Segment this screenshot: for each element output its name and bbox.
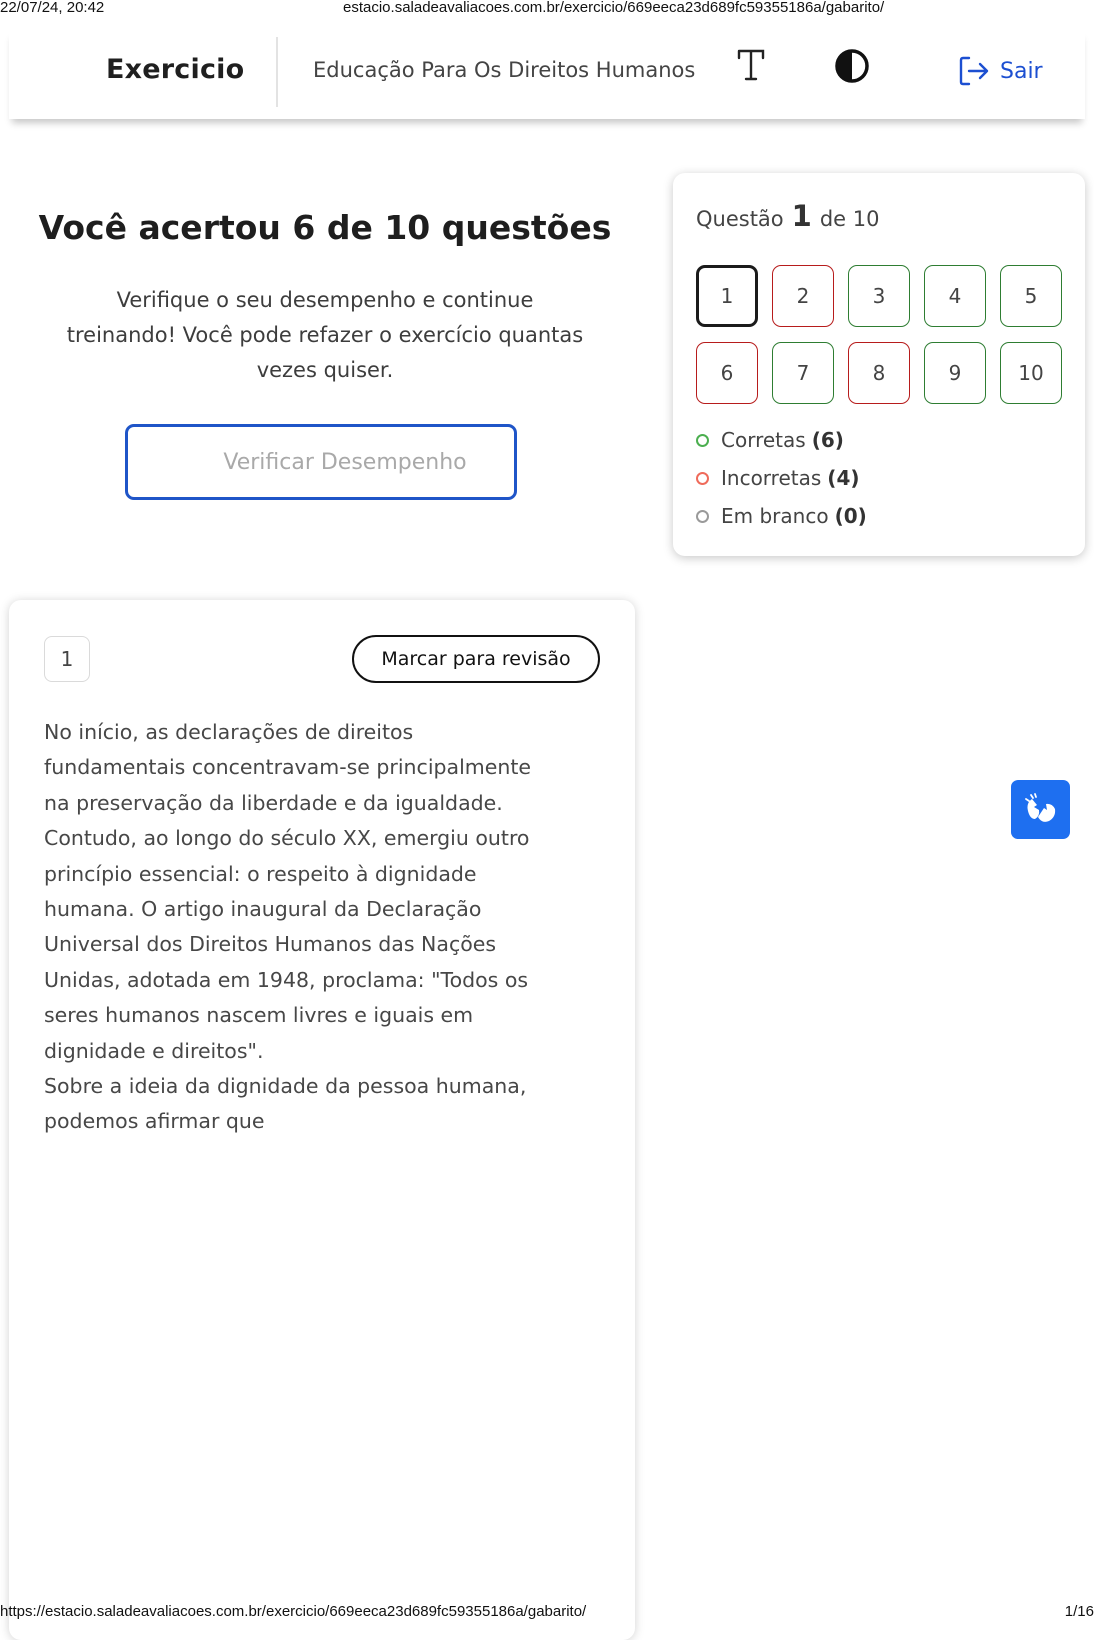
text-size-icon bbox=[737, 48, 781, 92]
result-title: Você acertou 6 de 10 questões bbox=[38, 208, 612, 247]
question-line: Universal dos Direitos Humanos das Nações bbox=[44, 932, 497, 957]
question-nav-button-5[interactable]: 5 bbox=[1000, 265, 1062, 327]
legend-blank-count: (0) bbox=[834, 504, 867, 528]
question-navigator bbox=[673, 173, 1085, 556]
incorrect-dot-icon bbox=[696, 472, 709, 485]
question-text bbox=[44, 715, 584, 1140]
question-paragraph bbox=[44, 715, 584, 1069]
legend-correct-label: Corretas bbox=[721, 428, 806, 452]
status-legend bbox=[696, 421, 867, 535]
print-header bbox=[0, 0, 1094, 17]
sign-language-button[interactable] bbox=[1011, 780, 1070, 839]
question-line: Sobre a ideia da dignidade da pessoa humana, bbox=[44, 1074, 527, 1099]
question-nav-button-10[interactable]: 10 bbox=[1000, 342, 1062, 404]
navigator-heading-suffix: de 10 bbox=[819, 207, 880, 231]
result-description-line: vezes quiser. bbox=[256, 358, 394, 382]
navigator-heading bbox=[696, 199, 880, 233]
question-nav-button-6[interactable]: 6 bbox=[696, 342, 758, 404]
question-nav-button-4[interactable]: 4 bbox=[924, 265, 986, 327]
navigator-heading-prefix: Questão bbox=[696, 207, 784, 231]
legend-incorrect-label: Incorretas bbox=[721, 466, 822, 490]
current-question-number: 1 bbox=[791, 199, 812, 233]
question-line: Contudo, ao longo do século XX, emergiu outro bbox=[44, 826, 530, 851]
logout-button[interactable] bbox=[958, 51, 1043, 91]
print-datetime: 22/07/24, 20:42 bbox=[0, 0, 105, 16]
question-prompt bbox=[44, 1069, 584, 1140]
legend-correct-count: (6) bbox=[811, 428, 844, 452]
question-line: na preservação da liberdade e da igualdade. bbox=[44, 790, 503, 815]
question-nav-button-3[interactable]: 3 bbox=[848, 265, 910, 327]
course-title: Educação Para Os Direitos Humanos bbox=[313, 58, 696, 82]
print-footer-url: https://estacio.saladeavaliacoes.com.br/exercicio/669eeca23d689fc59355186a/gabarito/ bbox=[0, 1603, 587, 1620]
result-description-line: Verifique o seu desempenho e continue bbox=[116, 288, 534, 312]
question-number-badge: 1 bbox=[44, 636, 90, 682]
legend-blank-label: Em branco bbox=[721, 504, 829, 528]
question-line: No início, as declarações de direitos bbox=[44, 720, 414, 744]
question-line: fundamentais concentravam-se principalmente bbox=[44, 755, 532, 780]
font-size-button[interactable] bbox=[737, 48, 781, 92]
contrast-button[interactable] bbox=[835, 49, 875, 89]
print-url: estacio.saladeavaliacoes.com.br/exercicio/669eeca23d689fc59355186a/gabarito/ bbox=[343, 0, 885, 16]
legend-blank bbox=[696, 497, 867, 535]
question-nav-button-2[interactable]: 2 bbox=[772, 265, 834, 327]
mark-for-review-button[interactable]: Marcar para revisão bbox=[352, 635, 600, 683]
question-line: dignidade e direitos". bbox=[44, 1038, 264, 1063]
print-page-number: 1/16 bbox=[1064, 1603, 1094, 1620]
contrast-icon bbox=[835, 49, 875, 89]
question-grid bbox=[696, 265, 1062, 404]
question-line: Unidas, adotada em 1948, proclama: "Todos os bbox=[44, 967, 529, 992]
logout-label: Sair bbox=[1000, 58, 1043, 84]
header-divider bbox=[276, 37, 278, 107]
legend-correct bbox=[696, 421, 867, 459]
question-nav-button-7[interactable]: 7 bbox=[772, 342, 834, 404]
brand-title: Exercicio bbox=[106, 54, 245, 85]
question-line: podemos afirmar que bbox=[44, 1109, 265, 1134]
correct-dot-icon bbox=[696, 434, 709, 447]
verify-performance-button[interactable]: Verificar Desempenho bbox=[125, 424, 517, 500]
question-nav-button-9[interactable]: 9 bbox=[924, 342, 986, 404]
question-nav-button-1[interactable]: 1 bbox=[696, 265, 758, 327]
print-footer bbox=[0, 1603, 1094, 1621]
top-navigation-bar bbox=[9, 29, 1085, 119]
legend-incorrect bbox=[696, 459, 867, 497]
legend-incorrect-count: (4) bbox=[827, 466, 860, 490]
question-nav-button-8[interactable]: 8 bbox=[848, 342, 910, 404]
question-line: humana. O artigo inaugural da Declaração bbox=[44, 897, 482, 922]
logout-icon bbox=[958, 55, 990, 87]
question-line: seres humanos nascem livres e iguais em bbox=[44, 1003, 474, 1028]
blank-dot-icon bbox=[696, 510, 709, 523]
question-card bbox=[9, 600, 635, 1640]
question-line: princípio essencial: o respeito à dignidade bbox=[44, 861, 477, 886]
result-description-line: treinando! Você pode refazer o exercício quantas bbox=[66, 323, 584, 347]
sign-language-hands-icon bbox=[1022, 791, 1060, 829]
result-description bbox=[40, 283, 610, 388]
